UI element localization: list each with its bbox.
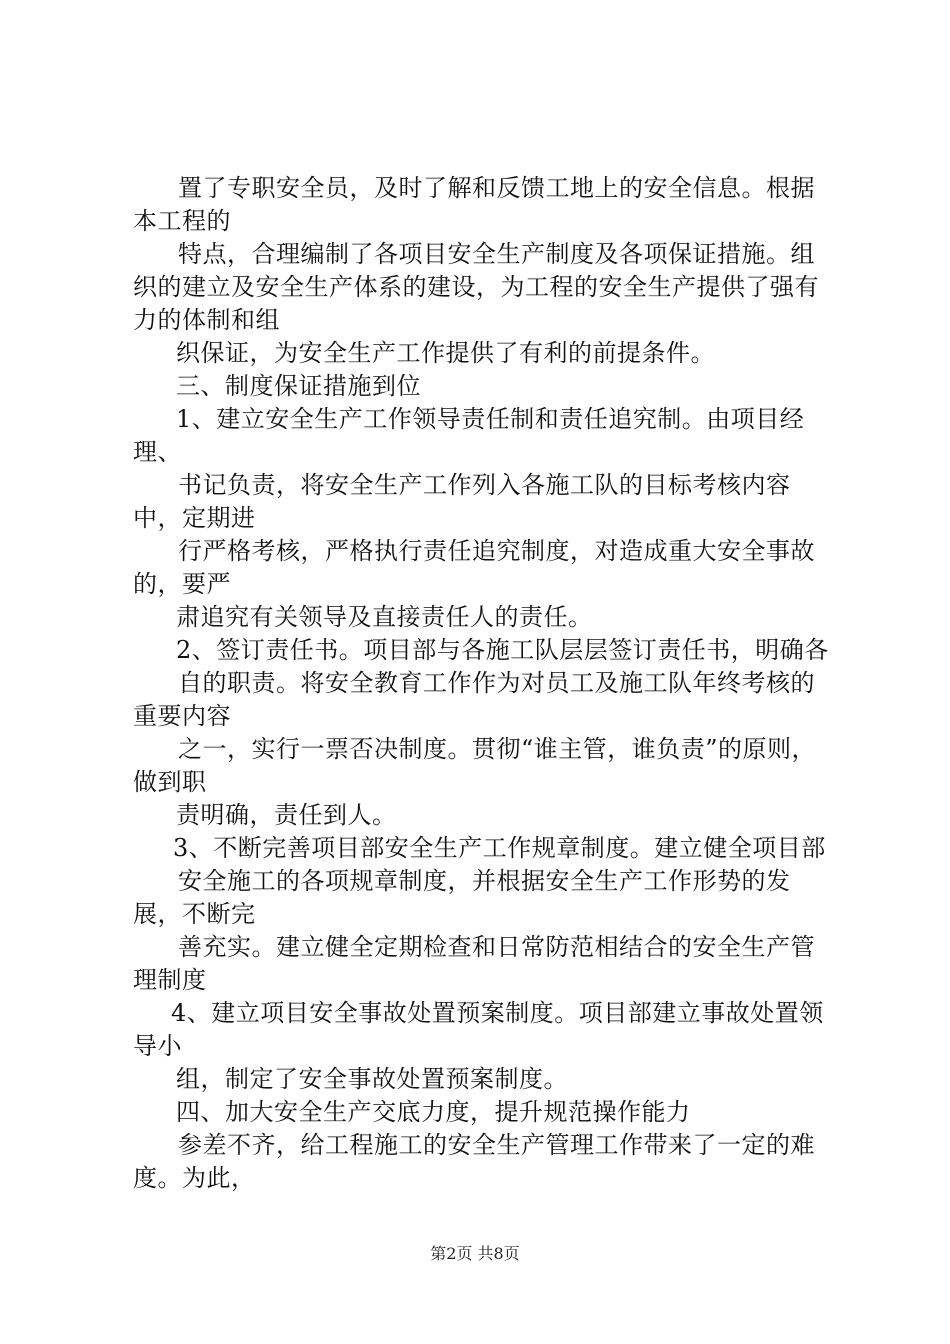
paragraph: 置了专职安全员，及时了解和反馈工地上的安全信息。根据本工程的 — [133, 174, 815, 235]
section-heading: 四、加大安全生产交底力度，提升规范操作能力 — [176, 1098, 691, 1126]
paragraph: 之一，实行一票否决制度。贯彻“谁主管，谁负责”的原则，做到职 — [133, 735, 817, 796]
section-heading: 三、制度保证措施到位 — [176, 372, 421, 400]
page-footer — [0, 1241, 950, 1264]
page-number-label: 第2页 共8页 — [430, 1244, 520, 1263]
paragraph: 织保证，为安全生产工作提供了有利的前提条件。 — [176, 339, 715, 367]
document-body — [133, 172, 833, 1195]
paragraph: 善充实。建立健全定期检查和日常防范相结合的安全生产管理制度 — [133, 933, 815, 994]
paragraph: 肃追究有关领导及直接责任人的责任。 — [176, 603, 593, 631]
paragraph: 书记负责，将安全生产工作列入各施工队的目标考核内容中，定期进 — [133, 471, 791, 532]
paragraph: 参差不齐，给工程施工的安全生产管理工作带来了一定的难度。为此， — [133, 1131, 815, 1192]
paragraph: 安全施工的各项规章制度，并根据安全生产工作形势的发展，不断完 — [133, 867, 791, 928]
paragraph: 组，制定了安全事故处置预案制度。 — [176, 1065, 568, 1093]
paragraph: 特点，合理编制了各项目安全生产制度及各项保证措施。组织的建立及安全生产体系的建设，为工程的安全生产提供了强有力的体制和组 — [133, 240, 819, 334]
paragraph: 2、签订责任书。项目部与各施工队层层签订责任书，明确各 — [176, 636, 829, 664]
paragraph: 责明确，责任到人。 — [176, 801, 397, 829]
paragraph: 自的职责。将安全教育工作作为对员工及施工队年终考核的重要内容 — [133, 669, 815, 730]
paragraph: 4、建立项目安全事故处置预案制度。项目部建立事故处置领导小 — [133, 999, 824, 1060]
paragraph: 行严格考核，严格执行责任追究制度，对造成重大安全事故的，要严 — [133, 537, 815, 598]
paragraph: 1、建立安全生产工作领导责任制和责任追究制。由项目经理、 — [133, 405, 805, 466]
paragraph: 3、不断完善项目部安全生产工作规章制度。建立健全项目部 — [173, 834, 826, 862]
